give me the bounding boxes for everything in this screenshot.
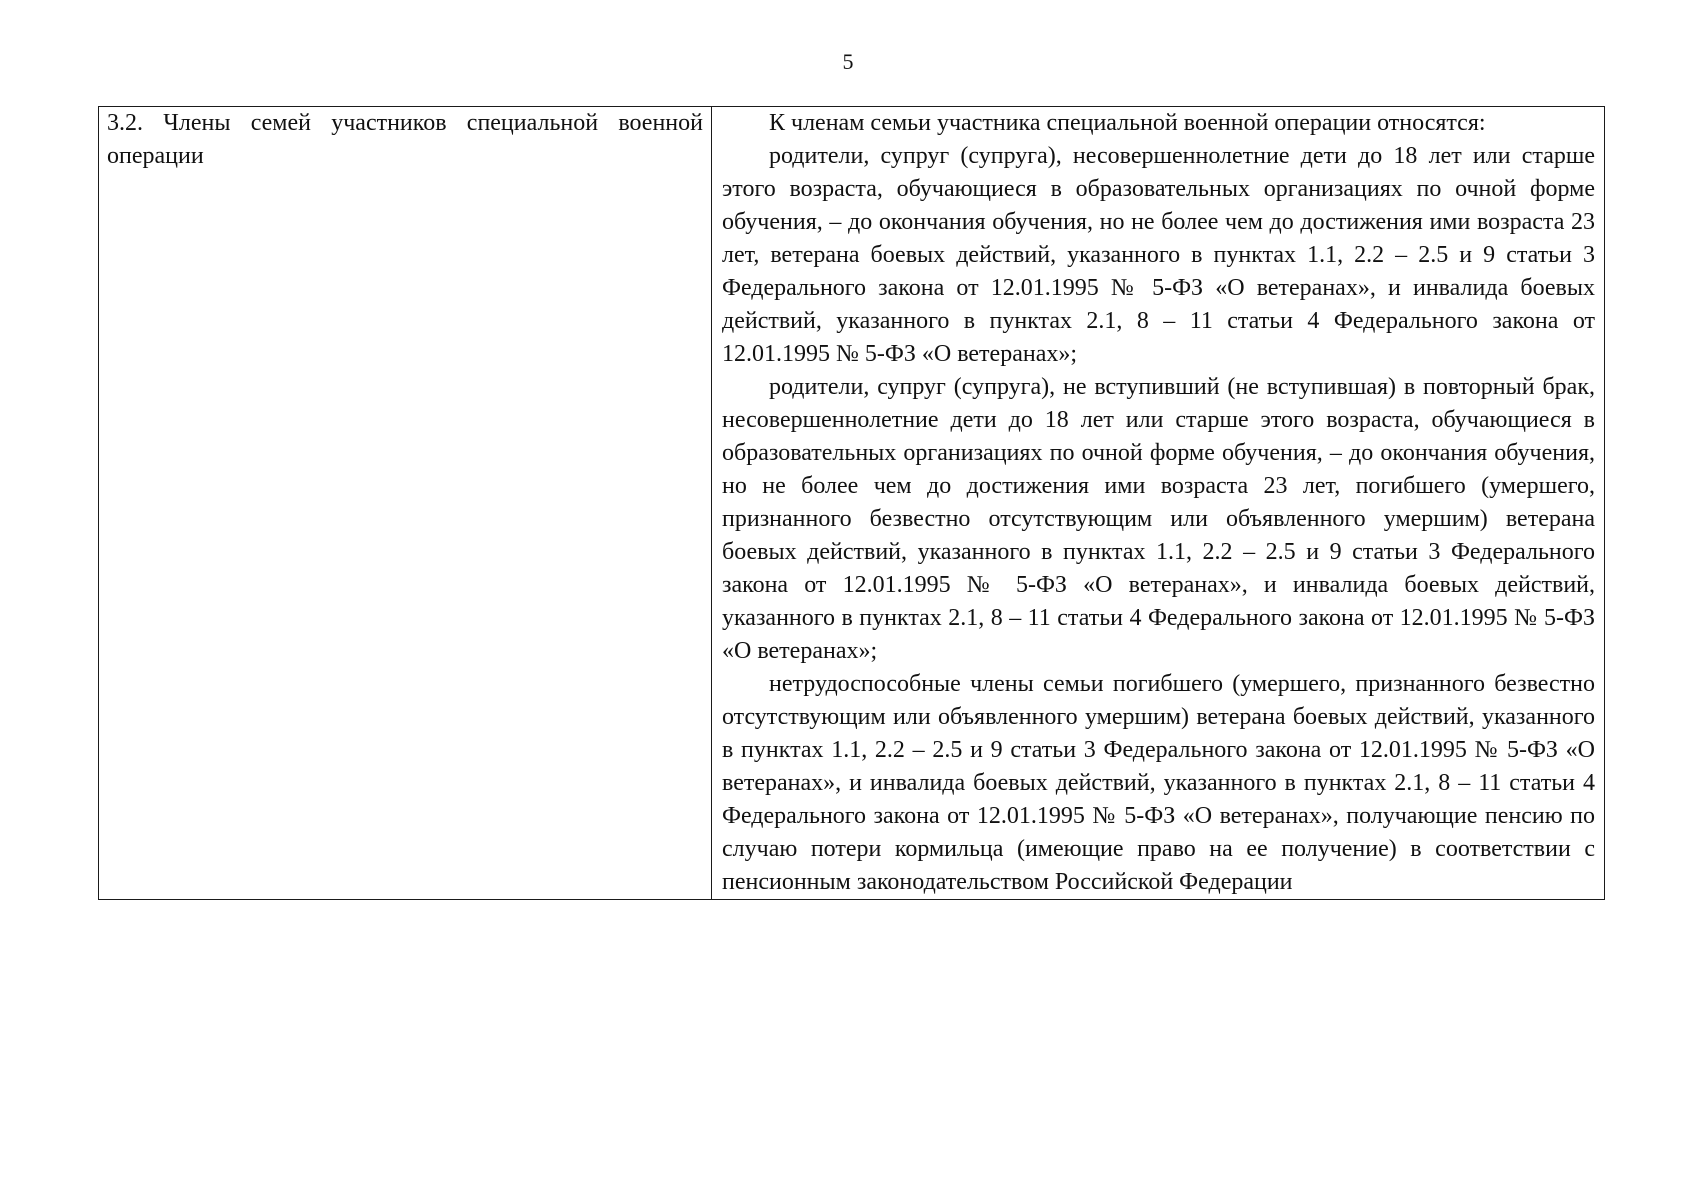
- category-cell: [99, 107, 712, 900]
- description-paragraph: родители, супруг (супруга), несовершеннолетние дети до 18 лет или старше этого возраста, обучающиеся в образовательных организациях по очной форме обучения, – до окончания обучения, но не более чем до достижения ими возраста 23 лет, ветерана боевых действий, указанного в пунктах 1.1, 2.2 – 2.5 и 9 статьи 3 Федерального закона от 12.01.1995 № 5-ФЗ «О ветеранах», и инвалида боевых действий, указанного в пунктах 2.1, 8 – 11 статьи 4 Федерального закона от 12.01.1995 № 5-ФЗ «О ветеранах»;: [722, 143, 1595, 367]
- description-paragraph: родители, супруг (супруга), не вступивший (не вступившая) в повторный брак, несовершеннолетние дети до 18 лет или старше этого возраста, обучающиеся в образовательных организациях по очной форме обучения, – до окончания обучения, но не более чем до достижения ими возраста 23 лет, погибшего (умершего, признанного безвестно отсутствующим или объявленного умершим) ветерана боевых действий, указанного в пунктах 1.1, 2.2 – 2.5 и 9 статьи 3 Федерального закона от 12.01.1995 № 5-ФЗ «О ветеранах», и инвалида боевых действий, указанного в пунктах 2.1, 8 – 11 статьи 4 Федерального закона от 12.01.1995 № 5-ФЗ «О ветеранах»;: [722, 374, 1595, 664]
- table-row: [99, 107, 1605, 900]
- description-cell: [712, 107, 1605, 900]
- page-number: 5: [842, 49, 854, 74]
- category-title: 3.2. Члены семей участников специальной военной операции: [107, 110, 703, 169]
- description-paragraph: нетрудоспособные члены семьи погибшего (умершего, признанного безвестно отсутствующим или объявленного умершим) ветерана боевых действий, указанного в пунктах 1.1, 2.2 – 2.5 и 9 статьи 3 Федерального закона от 12.01.1995 № 5-ФЗ «О ветеранах», и инвалида боевых действий, указанного в пунктах 2.1, 8 – 11 статьи 4 Федерального закона от 12.01.1995 № 5-ФЗ «О ветеранах», получающие пенсию по случаю потери кормильца (имеющие право на ее получение) в соответствии с пенсионным законодательством Российской Федерации: [722, 671, 1595, 895]
- document-table: [98, 106, 1605, 900]
- description-intro: К членам семьи участника специальной военной операции относятся:: [769, 110, 1486, 136]
